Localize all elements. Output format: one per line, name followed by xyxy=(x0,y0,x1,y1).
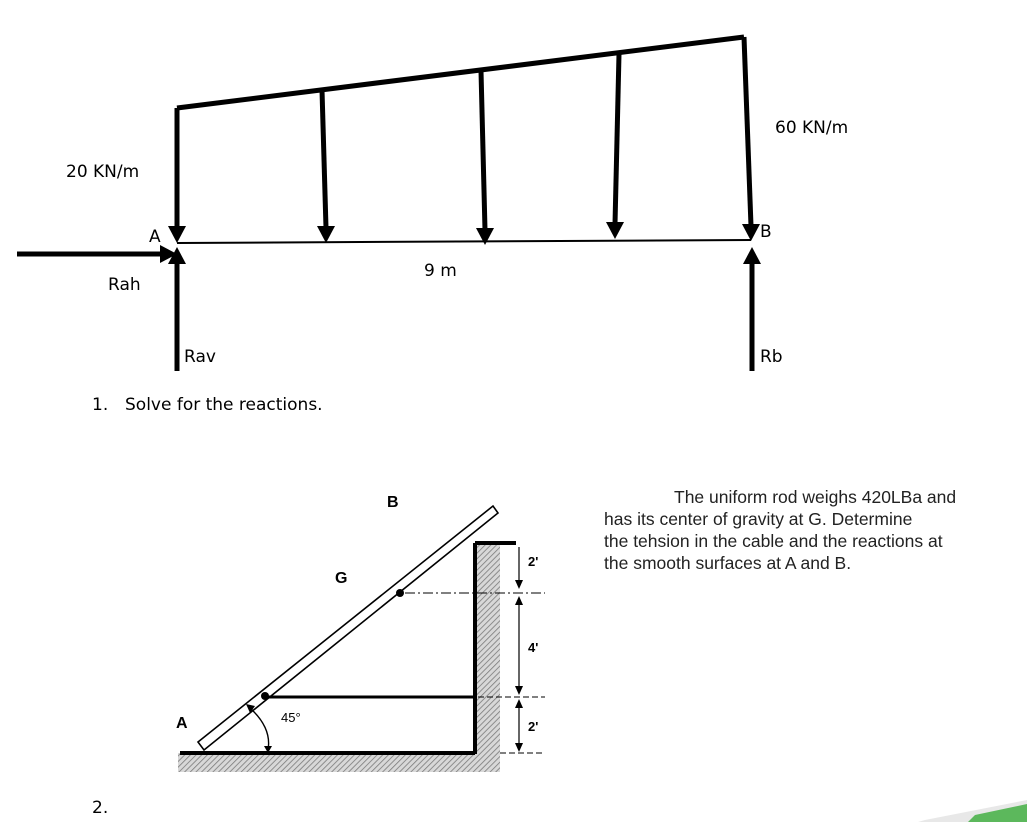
load-left-label: 20 KN/m xyxy=(66,162,140,182)
question-1-number: 1. xyxy=(92,395,109,415)
problem-2-line-1: The uniform rod weighs 420LBa and xyxy=(674,487,957,507)
beam xyxy=(177,240,751,243)
question-1 xyxy=(92,395,323,415)
load-top-line xyxy=(177,37,744,108)
span-label: 9 m xyxy=(424,261,457,281)
point-a-label: A xyxy=(149,227,161,247)
beam-diagram xyxy=(17,37,848,371)
dim-top-label: 2' xyxy=(528,554,539,569)
problem-2-line-2: has its center of gravity at G. Determine xyxy=(604,509,913,529)
wall-hatch xyxy=(477,543,500,758)
rod-diagram xyxy=(176,494,545,772)
center-of-gravity-point xyxy=(396,589,404,597)
rod xyxy=(198,506,498,750)
question-1-text: Solve for the reactions. xyxy=(125,395,323,415)
problem-2-line-3: the tehsion in the cable and the reactions at xyxy=(604,531,943,551)
angle-arc xyxy=(250,708,269,750)
dimension-arrows xyxy=(515,547,523,752)
reaction-b-label: Rb xyxy=(760,347,783,367)
point-b-label: B xyxy=(760,222,772,242)
angle-label: 45° xyxy=(281,710,301,725)
dim-bottom-label: 2' xyxy=(528,719,539,734)
dim-middle-label: 4' xyxy=(528,640,539,655)
problem-2-text xyxy=(604,486,1004,574)
load-right-label: 60 KN/m xyxy=(775,118,849,138)
reaction-av-label: Rav xyxy=(184,347,216,367)
rod-label-a: A xyxy=(176,715,188,732)
rod-label-g: G xyxy=(335,570,348,587)
load-arrows xyxy=(168,37,760,245)
rod-label-b: B xyxy=(387,494,399,511)
question-2-number: 2. xyxy=(92,798,109,818)
problem-2-line-4: the smooth surfaces at A and B. xyxy=(604,553,852,573)
ground-hatch xyxy=(178,753,500,772)
cable-attachment-point xyxy=(261,692,269,700)
reaction-ah-label: Rah xyxy=(108,275,141,295)
corner-accent xyxy=(918,800,1027,822)
